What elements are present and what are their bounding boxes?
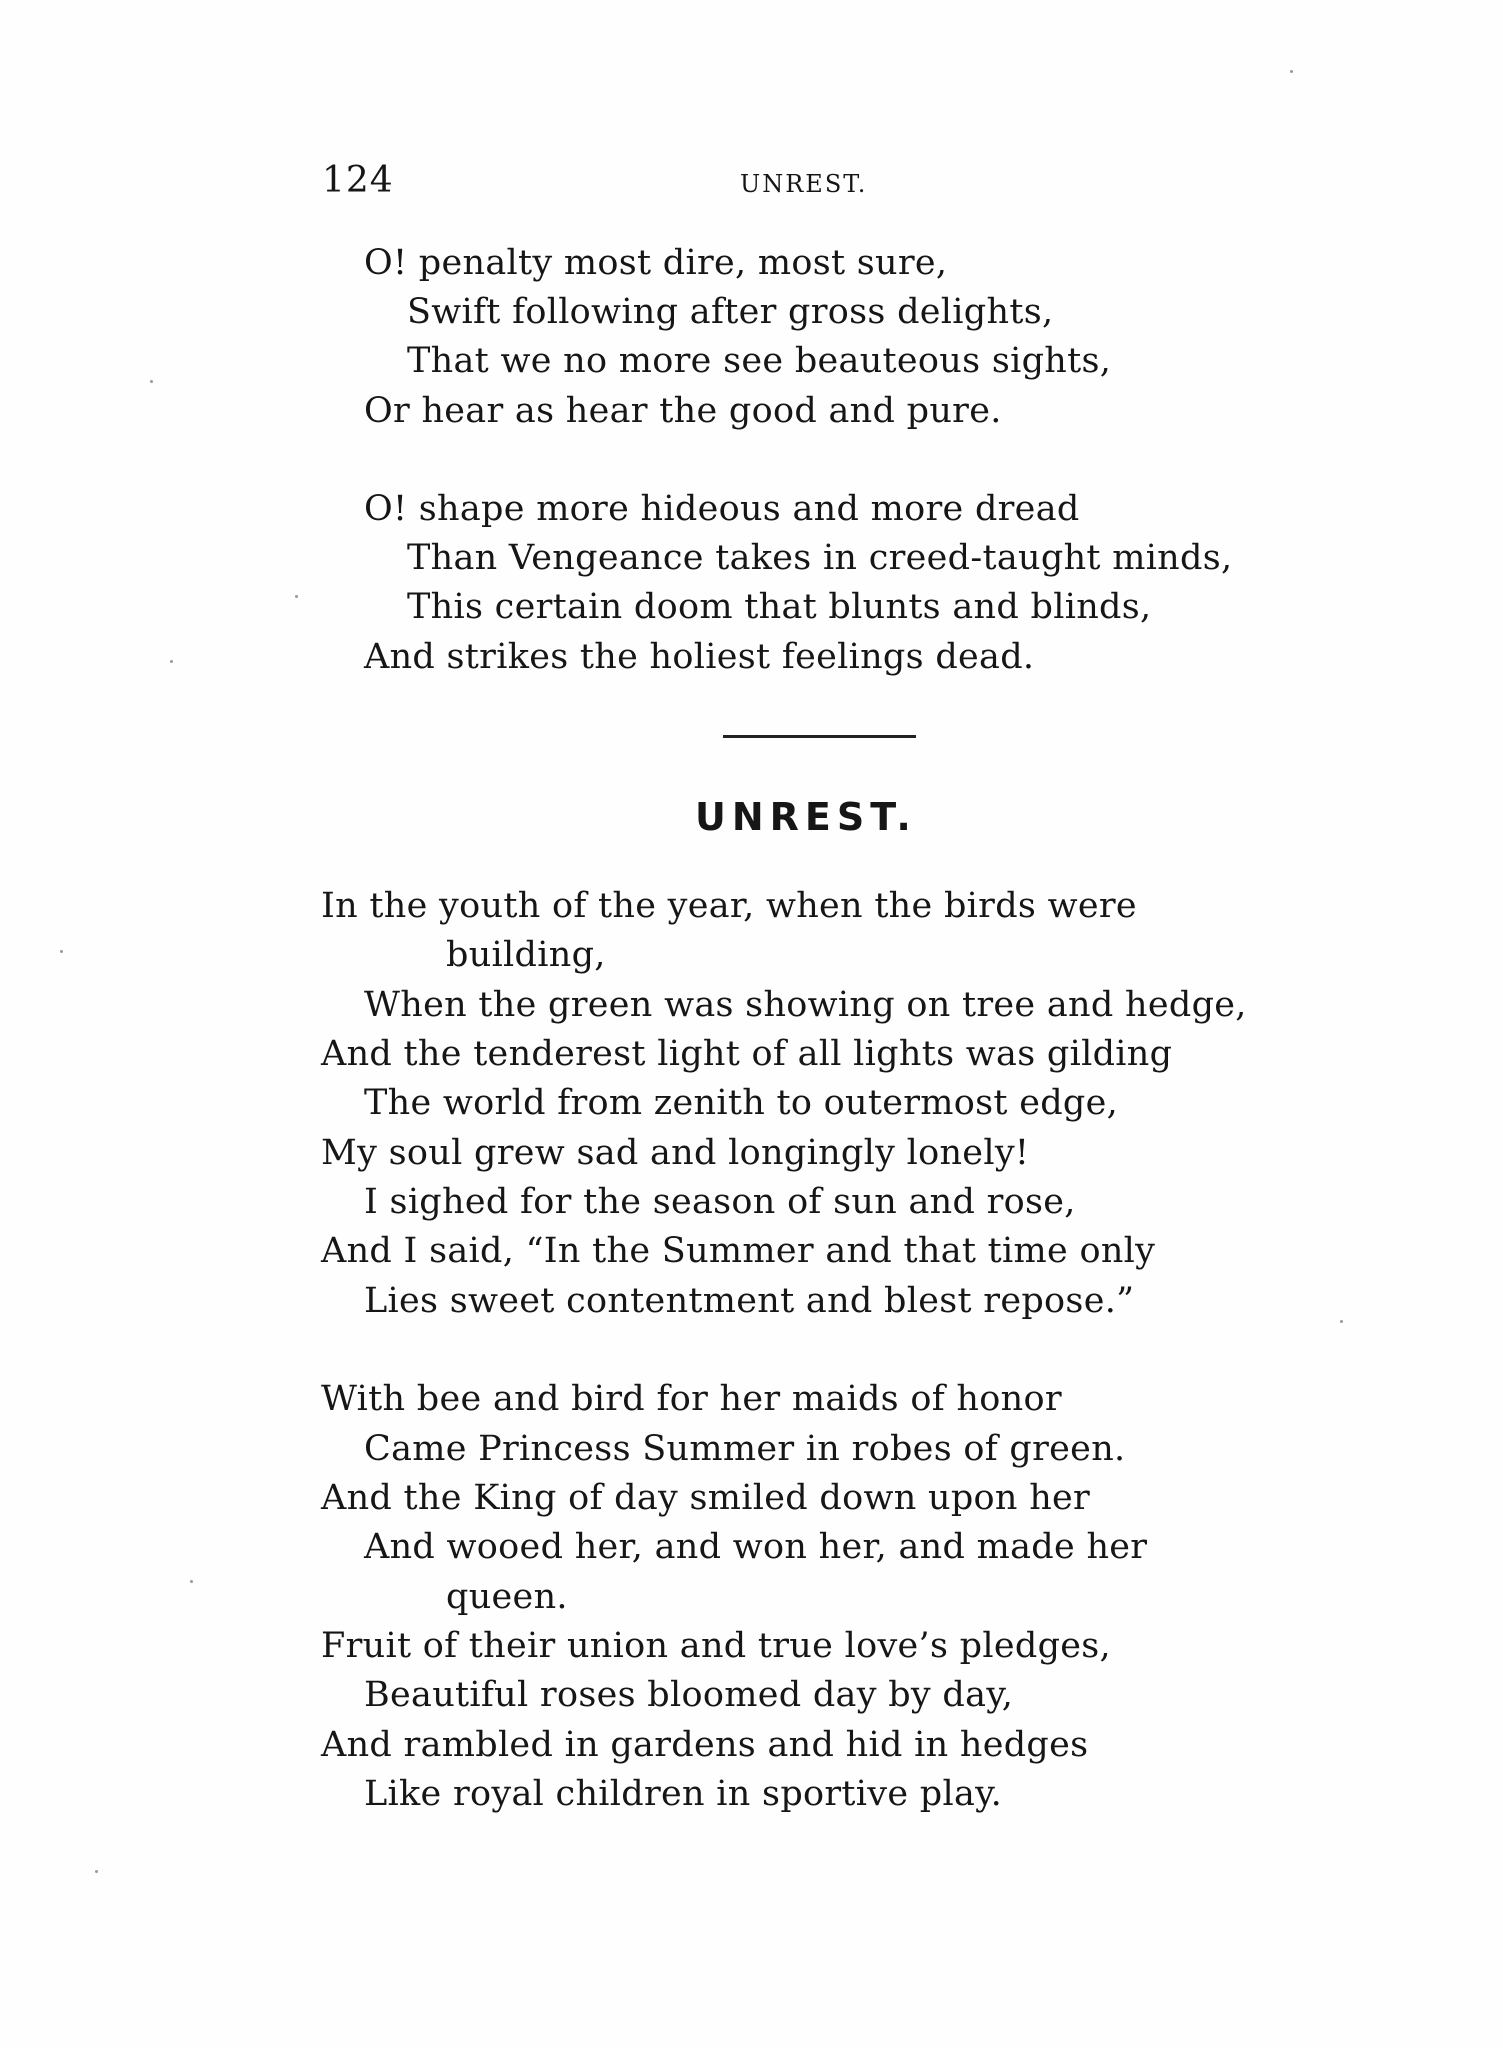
paper-speck bbox=[95, 1870, 98, 1873]
poem-line: Or hear as hear the good and pure. bbox=[364, 391, 1002, 431]
poem-line: In the youth of the year, when the birds were bbox=[321, 886, 1137, 926]
poem-line: Lies sweet contentment and blest repose.” bbox=[364, 1281, 1135, 1321]
poem-line: Than Vengeance takes in creed-taught minds, bbox=[407, 538, 1233, 578]
poem-line: And the King of day smiled down upon her bbox=[321, 1478, 1091, 1518]
paper-speck bbox=[1340, 1320, 1343, 1323]
poem-line: And wooed her, and won her, and made her bbox=[364, 1527, 1148, 1567]
poem-line: And strikes the holiest feelings dead. bbox=[364, 637, 1035, 677]
page-number: 124 bbox=[322, 160, 394, 201]
poem-line: building, bbox=[446, 935, 606, 975]
paper-speck bbox=[295, 595, 298, 598]
poem-line: queen. bbox=[446, 1577, 568, 1617]
paper-speck bbox=[170, 660, 173, 663]
poem-line: The world from zenith to outermost edge, bbox=[364, 1083, 1119, 1123]
paper-speck bbox=[190, 1580, 193, 1583]
poem-line: Came Princess Summer in robes of green. bbox=[364, 1429, 1126, 1469]
paper-speck bbox=[60, 950, 63, 953]
poem-line: Like royal children in sportive play. bbox=[364, 1774, 1003, 1814]
poem-line: And the tenderest light of all lights was gilding bbox=[321, 1034, 1173, 1074]
page-header bbox=[0, 160, 1503, 210]
poem-line: My soul grew sad and longingly lonely! bbox=[321, 1133, 1030, 1173]
paper-speck bbox=[1290, 70, 1293, 73]
poem-line: Beautiful roses bloomed day by day, bbox=[364, 1675, 1014, 1715]
poem-line: And I said, “In the Summer and that time only bbox=[321, 1231, 1156, 1271]
poem-line: When the green was showing on tree and hedge, bbox=[364, 985, 1247, 1025]
running-title: UNREST. bbox=[740, 170, 868, 198]
poem-line: With bee and bird for her maids of honor bbox=[321, 1379, 1062, 1419]
poem-line: O! shape more hideous and more dread bbox=[364, 489, 1080, 529]
paper-speck bbox=[150, 380, 153, 383]
poem-line: Fruit of their union and true love’s pledges, bbox=[321, 1626, 1111, 1666]
poem-line: Swift following after gross delights, bbox=[407, 292, 1054, 332]
poem-line: And rambled in gardens and hid in hedges bbox=[321, 1725, 1089, 1765]
poem-title: UNREST. bbox=[695, 795, 917, 839]
poem-line: O! penalty most dire, most sure, bbox=[364, 243, 948, 283]
poem-line: That we no more see beauteous sights, bbox=[407, 341, 1112, 381]
poem-line: This certain doom that blunts and blinds, bbox=[407, 587, 1152, 627]
section-divider bbox=[723, 735, 916, 738]
poem-line: I sighed for the season of sun and rose, bbox=[364, 1182, 1076, 1222]
